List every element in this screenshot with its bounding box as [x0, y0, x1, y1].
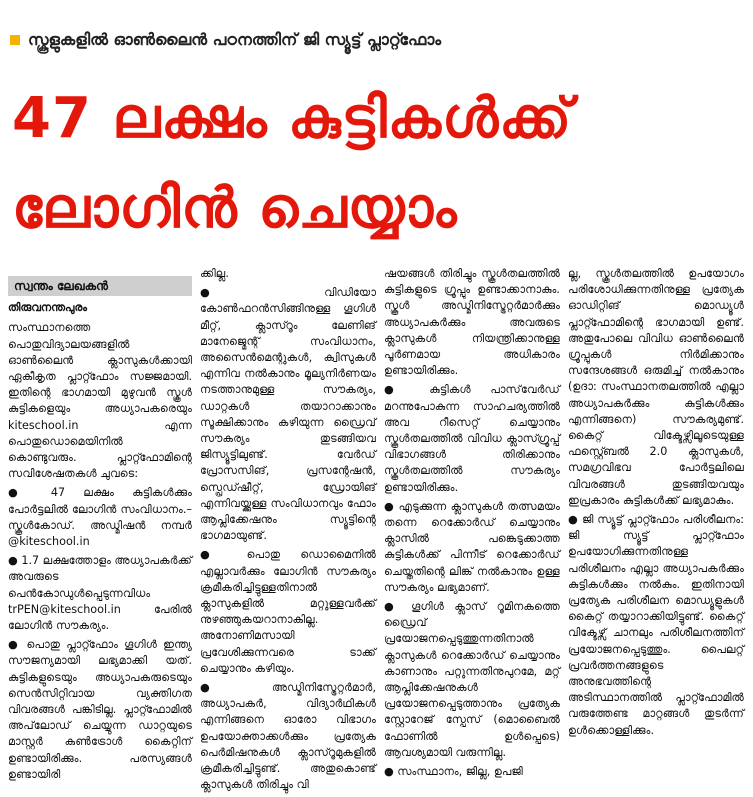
paragraph: ക്കില്ല.	[200, 267, 229, 280]
kicker-text: സ്കൂളുകളിൽ ഓൺലൈൻ പഠനത്തിന് ജി സ്യൂട്ട് പ്ലാറ്റ്ഫോം	[28, 30, 442, 49]
paragraph: ● അഡ്മിനിസ്ട്രേറ്റർമാർ, അധ്യാപകർ, വിദ്യാർഥികൾ എന്നിങ്ങനെ ഓരോ വിഭാഗം ഉപയോക്താക്കൾക്കും പ്രത്യേക പെർമിഷനുകൾ ക്ലാസ്റൂമുകളിൽ ക്രമീകരിച്ചിട്ടുണ്ട്. അതുകൊണ്ട് ക്ലാസുകൾ തിരിച്ചും വി	[200, 681, 376, 792]
paragraph: ● 1.7 ലക്ഷത്തോളം അധ്യാപകർക്ക് അവരുടെ പെൻകോഡുൾപ്പെടുന്നവിധം trPEN@kiteschool.in പേരിൽ ലോഗിൻ സൗകര്യം.	[8, 554, 192, 633]
paragraph: സംസ്ഥാനത്തെ പൊതുവിദ്യാലയങ്ങളിൽ ഓൺലൈൻ ക്ലാസുകൾക്കായി ഏകീകൃത പ്ലാറ്റ്ഫോം സജ്ജമായി. ഇതിന്റെ ഭാഗമായി മുഴുവൻ സ്കൂൾ കുട്ടികളെയും അധ്യാപകരെയും kiteschool.in എന്ന പൊതുഡൊമെയിനിൽ കൊണ്ടുവരും. പ്ലാറ്റ്ഫോമിന്റെ സവിശേഷതകൾ ചുവടെ:	[8, 321, 192, 481]
byline: സ്വന്തം ലേഖകൻ	[8, 276, 192, 296]
article-column-1	[6, 266, 196, 797]
article-column-4	[566, 266, 748, 797]
kicker-bullet-icon	[10, 35, 20, 45]
paragraph: ●വിഡിയോ കോൺഫറൻസിങ്ങിനുള്ള ഗൂഗിൾ മീറ്റ്, ക്ലാസ്റൂം ലേണിങ് മാനേജ്മെന്റ് സംവിധാനം, അസൈൻമെന്റുകൾ, ക്വിസുകൾ എന്നിവ നൽകാനും മൂല്യനിർണയം നടത്താനുമുള്ള സൗകര്യം, ഡാറ്റകൾ തയാറാക്കാനും സൂക്ഷിക്കാനും കഴിയുന്ന ഡ്രൈവ് സൗകര്യം തുടങ്ങിയവ ജിസ്യൂട്ടിലുണ്ട്. വേർഡ് പ്രോസസിങ്, പ്രസന്റേഷൻ, സ്പ്രെഡ്ഷീറ്റ്, ഡ്രോയിങ് എന്നിവയ്ക്കുള്ള സംവിധാനവും ഫോം ആപ്ലിക്കേഷനും സ്യൂട്ടിന്റെ ഭാഗമായുണ്ട്.	[200, 286, 376, 543]
article-column-2	[198, 266, 380, 797]
paragraph: ല്ല, സ്കൂൾതലത്തിൽ ഉപയോഗം പരിശോധിക്കുന്നതിനുള്ള പ്രത്യേക ഓഡിറ്റിങ് മൊഡ്യൂൾ പ്ലാറ്റ്ഫോമിന്റെ ഭാഗമായി ഉണ്ട്. അതുപോലെ വിവിധ ഓൺലൈൻ ഗ്രൂപ്പുകൾ നിർമിക്കാനും സന്ദേശങ്ങൾ ഒരുമിച്ച് നൽകാനും (ഉദാ: സംസ്ഥാനതലത്തിൽ എല്ലാ അധ്യാപകർക്കും കുട്ടികൾക്കും എന്നിങ്ങനെ) സൗകര്യമുണ്ട്. കൈറ്റ് വിക്ടേഴ്സിലൂടെയുള്ള ഫസ്റ്റ്ബെൽ 2.0 ക്ലാസുകൾ, സമഗ്രവിഭവ പോർട്ടലിലെ വിവരങ്ങൾ തുടങ്ങിയവയും ഇപ്രകാരം കുട്ടികൾക്ക് ലഭ്യമാകും.	[568, 267, 744, 507]
paragraph: ● പൊതു പ്ലാറ്റ്ഫോം ഗൂഗിൾ ഇന്ത്യ സൗജന്യമായി ലഭ്യമാക്കി യത്. കുട്ടികളുടെയും അധ്യാപകരുടെയും സെൻസിറ്റിവായ വ്യക്തിഗത വിവരങ്ങൾ പങ്കിടില്ല. പ്ലാറ്റ്ഫോമിൽ അപ്‌ലോഡ് ചെയ്യുന്ന ഡാറ്റയുടെ മാസ്റ്റർ കൺട്രോൾ കൈറ്റിന് ഉണ്ടായിരിക്കും. പരസ്യങ്ങൾ ഉണ്ടായിരി	[8, 638, 192, 781]
dateline: തിരുവനന്തപുരം	[8, 301, 87, 315]
paragraph: ● ജി സ്യൂട്ട് പ്ലാറ്റ്ഫോം പരിശീലനം: ജി സ്യൂട്ട് പ്ലാറ്റ്ഫോം ഉപയോഗിക്കുന്നതിനുള്ള പരിശീലനം എല്ലാ അധ്യാപകർക്കും കുട്ടികൾക്കും നൽകും. ഇതിനായി പ്രത്യേക പരിശീലന മൊഡ്യൂളുകൾ കൈറ്റ് തയ്യാറാക്കിയിട്ടുണ്ട്. കൈറ്റ് വിക്ടേഴ്സ് ചാനലും പരിശീലനത്തിന് പ്രയോജനപ്പെടുത്തും. പൈലറ്റ് പ്രവർത്തനങ്ങളുടെ അനുഭവത്തിന്റെ അടിസ്ഥാനത്തിൽ പ്ലാറ്റ്ഫോമിൽ വരുത്തേണ്ട മാറ്റങ്ങൾ തുടർന്ന് ഉൾക്കൊള്ളിക്കും.	[568, 513, 744, 737]
headline-line-1: 47 ലക്ഷം കുട്ടികൾക്ക്	[12, 86, 573, 151]
paragraph: ● കുട്ടികൾ പാസ്‌വേർഡ് മറന്നുപോകുന്ന സാഹചര്യത്തിൽ അവ റീസെറ്റ് ചെയ്യാനും സ്കൂൾതലത്തിൽ വിവിധ ക്ലാസ്ഗ്രൂപ്പ് വിഭാഗങ്ങൾ തിരിക്കാനും സ്കൂൾതലത്തിൽ സൗകര്യം ഉണ്ടായിരിക്കും.	[384, 383, 560, 494]
paragraph: ● സംസ്ഥാനം, ജില്ല, ഉപജി	[384, 765, 523, 779]
article-body	[6, 266, 748, 792]
paragraph: ● 47 ലക്ഷം കുട്ടികൾക്കും പോർട്ടലിൽ ലോഗിൻ സംവിധാനം.– സ്കൂൾകോഡ്. അഡ്മിഷൻ നമ്പർ @kiteschool.in	[8, 486, 192, 549]
paragraph: ● എടുക്കുന്ന ക്ലാസുകൾ തത്സമയം തന്നെ റെക്കോർഡ് ചെയ്യാനും ക്ലാസിൽ പങ്കെടുക്കാത്ത കുട്ടികൾക്ക് പിന്നീട് റെക്കോർഡ് ചെയ്തതിന്റെ ലിങ്ക് നൽകാനും ഉള്ള സൗകര്യം ലഭ്യമാണ്.	[384, 499, 560, 594]
paragraph: ● പൊതു ഡൊമൈനിൽ എല്ലാവർക്കും ലോഗിൻ സൗകര്യം ക്രമീകരിച്ചിട്ടുള്ളതിനാൽ ക്ലാസുകളിൽ മറ്റുള്ളവർക്ക് നുഴഞ്ഞുകയറാനാകില്ല. അനോണിമസായി പ്രവേശിക്കുന്നവരെ ടാക്ക് ചെയ്യാനും കഴിയും.	[200, 548, 376, 675]
headline-line-2: ലോഗിൻ ചെയ്യാം	[12, 176, 458, 241]
paragraph: ● ഗൂഗിൾ ക്ലാസ് റൂമിനകത്തെ ഡ്രൈവ് പ്രയോജനപ്പെടുത്തുന്നതിനാൽ ക്ലാസുകൾ റെക്കോർഡ് ചെയ്യാനും കാണാനും പറ്റുന്നതിനുപുറമേ, മറ്റ് ആപ്ലിക്കേഷനുകൾ പ്രയോജനപ്പെടുത്താനും പ്രത്യേക സ്റ്റോറേജ് സ്പേസ് (മൊബൈൽ ഫോണിൽ ഉൾപ്പെടെ) ആവശ്യമായി വരുന്നില്ല.	[384, 600, 560, 759]
article-column-3	[382, 266, 564, 797]
paragraph: ഷയങ്ങൾ തിരിച്ചും സ്കൂൾതലത്തിൽ കുട്ടികളുടെ ഗ്രൂപ്പും ഉണ്ടാക്കാനാകും. സ്കൂൾ അഡ്മിനിസ്ട്രേറ്റർമാർക്കും അധ്യാപകർക്കും അവരുടെ ക്ലാസുകൾ നിയന്ത്രിക്കാനുള്ള പൂർണമായ അധികാരം ഉണ്ടായിരിക്കും.	[384, 267, 560, 378]
kicker	[10, 30, 441, 50]
